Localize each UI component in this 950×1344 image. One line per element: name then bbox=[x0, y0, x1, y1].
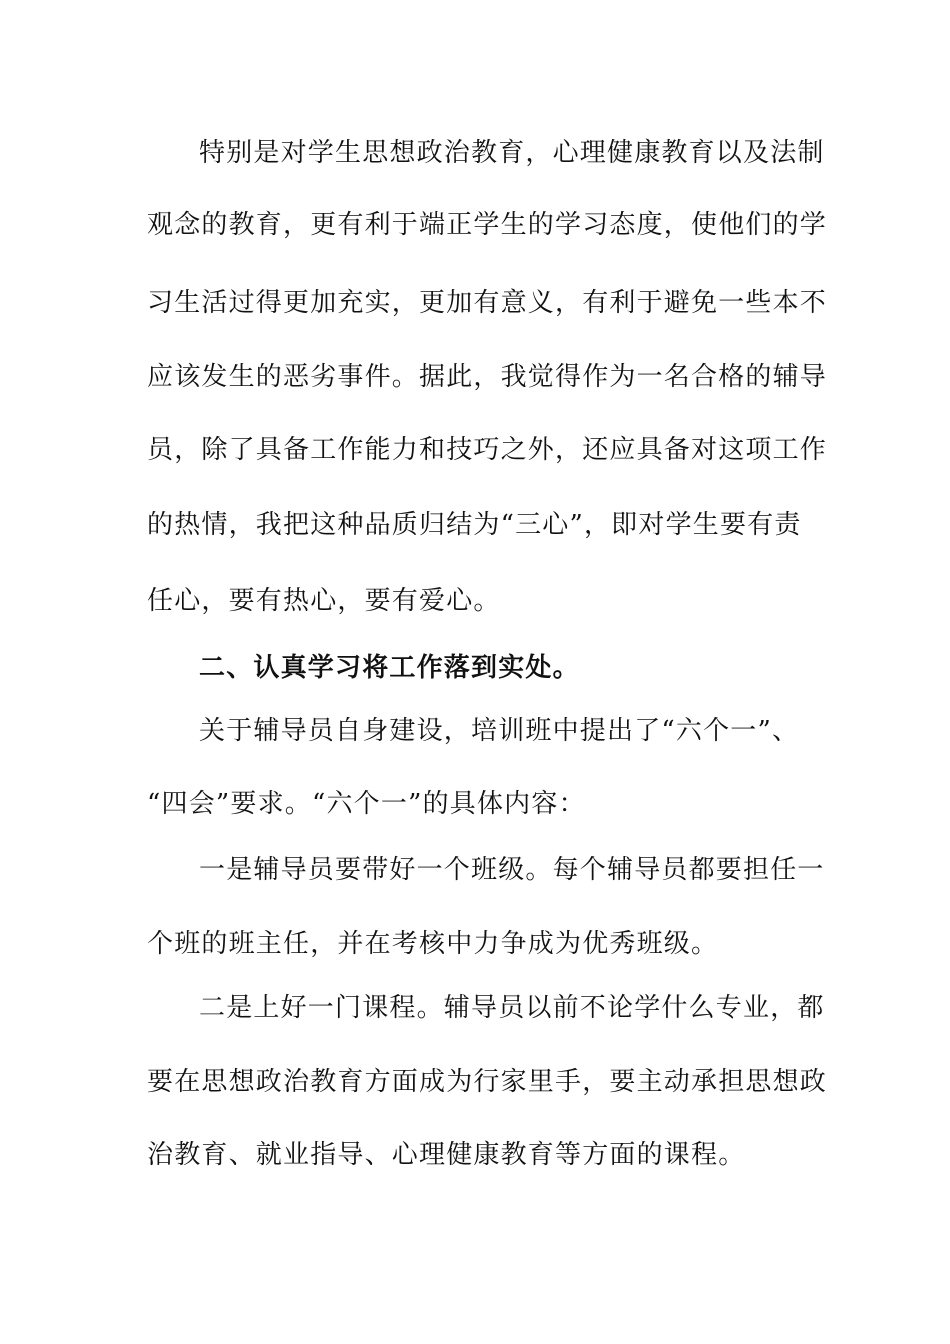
paragraph-line: 的热情，我把这种品质归结为“三心”，即对学生要有责 bbox=[147, 510, 802, 540]
paragraph-line: 关于辅导员自身建设，培训班中提出了“六个一”、 bbox=[199, 716, 800, 746]
paragraph-line: 一是辅导员要带好一个班级。每个辅导员都要担任一 bbox=[199, 855, 825, 885]
paragraph-line: 应该发生的恶劣事件。据此，我觉得作为一名合格的辅导 bbox=[147, 362, 828, 392]
paragraph-line: “四会”要求。“六个一”的具体内容： bbox=[147, 789, 586, 819]
paragraph-line: 个班的班主任，并在考核中力争成为优秀班级。 bbox=[147, 929, 719, 959]
section-heading: 二、认真学习将工作落到实处。 bbox=[199, 653, 580, 683]
paragraph-line: 要在思想政治教育方面成为行家里手，要主动承担思想政 bbox=[147, 1067, 828, 1097]
paragraph-line: 习生活过得更加充实，更加有意义，有利于避免一些本不 bbox=[147, 288, 828, 318]
paragraph-line: 治教育、就业指导、心理健康教育等方面的课程。 bbox=[147, 1140, 746, 1170]
paragraph-line: 观念的教育，更有利于端正学生的学习态度，使他们的学 bbox=[147, 210, 828, 240]
paragraph-line: 二是上好一门课程。辅导员以前不论学什么专业，都 bbox=[199, 993, 825, 1023]
paragraph-line: 员，除了具备工作能力和技巧之外，还应具备对这项工作 bbox=[147, 435, 828, 465]
paragraph-line: 任心，要有热心，要有爱心。 bbox=[147, 586, 501, 616]
paragraph-line: 特别是对学生思想政治教育，心理健康教育以及法制 bbox=[199, 138, 825, 168]
